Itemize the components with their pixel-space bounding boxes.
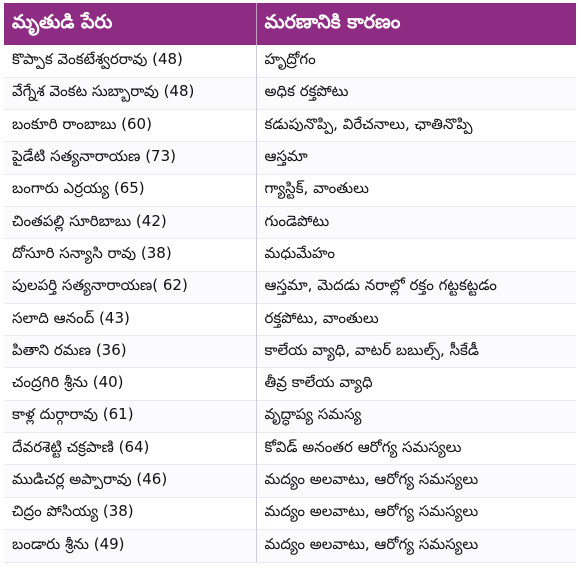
cause-of-death-cell: రక్తపోటు, వాంతులు bbox=[256, 303, 576, 335]
table-row bbox=[4, 206, 576, 238]
deceased-name-cell: బంగారు ఎర్రయ్య (65) bbox=[4, 174, 256, 206]
table-row bbox=[4, 303, 576, 335]
header-deceased-name: మృతుడి పేరు bbox=[12, 10, 113, 33]
deceased-name-cell: బండారు శ్రీను (49) bbox=[4, 529, 256, 561]
deceased-name-cell: కొప్పాక వెంకటేశ్వరరావు (48) bbox=[4, 45, 256, 77]
cause-of-death-cell: తీవ్ర కాలేయ వ్యాధి bbox=[256, 368, 576, 400]
table-row bbox=[4, 239, 576, 271]
deceased-name-cell: పులపర్తి సత్యనారాయణ( 62) bbox=[4, 271, 256, 303]
deceased-name-cell: బంకూరి రాంబాబు (60) bbox=[4, 110, 256, 142]
cause-of-death-cell: ఆస్తమా, మెదడు నరాల్లో రక్తం గట్టకట్టడం bbox=[256, 271, 576, 303]
cause-of-death-cell: కాలేయ వ్యాధి, వాటర్ బబుల్స్, సీకేడీ bbox=[256, 336, 576, 368]
deaths-table bbox=[4, 3, 576, 562]
table-row bbox=[4, 45, 576, 77]
header-cause-of-death: మరణానికి కారణం bbox=[256, 3, 576, 45]
cause-of-death-cell: గ్యాస్టిక్, వాంతులు bbox=[256, 174, 576, 206]
cause-of-death-cell: మద్యం అలవాటు, ఆరోగ్య సమస్యలు bbox=[256, 497, 576, 529]
table-row bbox=[4, 433, 576, 465]
table-row bbox=[4, 271, 576, 303]
table-row bbox=[4, 77, 576, 109]
cause-of-death-cell: మధుమేహం bbox=[256, 239, 576, 271]
deceased-name-cell: సలాది ఆనంద్ (43) bbox=[4, 303, 256, 335]
cause-of-death-cell: అధిక రక్తపోటు bbox=[256, 77, 576, 109]
deceased-name-cell: పితాని రమణ (36) bbox=[4, 336, 256, 368]
deceased-name-cell: చిద్రం పోసియ్య (38) bbox=[4, 497, 256, 529]
table-row bbox=[4, 400, 576, 432]
table-row bbox=[4, 465, 576, 497]
table-row bbox=[4, 336, 576, 368]
cause-of-death-cell: కోవిడ్ అనంతర ఆరోగ్య సమస్యలు bbox=[256, 433, 576, 465]
table-row bbox=[4, 368, 576, 400]
deceased-name-cell: వేగ్నేశ వెంకట సుబ్బారావు (48) bbox=[4, 77, 256, 109]
deceased-name-cell: పైడేటి సత్యనారాయణ (73) bbox=[4, 142, 256, 174]
table-body bbox=[4, 45, 576, 562]
cause-of-death-cell: గుండెపోటు bbox=[256, 206, 576, 238]
header-row bbox=[4, 3, 576, 45]
deceased-name-cell: ముడిచర్ల అప్పారావు (46) bbox=[4, 465, 256, 497]
deceased-name-cell: చంద్రగిరి శ్రీను (40) bbox=[4, 368, 256, 400]
cause-of-death-cell: వృద్ధాప్య సమస్య bbox=[256, 400, 576, 432]
deceased-name-cell: దేవరశెట్టి చక్రపాణి (64) bbox=[4, 433, 256, 465]
cause-of-death-cell: మద్యం అలవాటు, ఆరోగ్య సమస్యలు bbox=[256, 529, 576, 561]
deceased-name-cell: దోసూరి సన్యాసి రావు (38) bbox=[4, 239, 256, 271]
table-row bbox=[4, 110, 576, 142]
table-row bbox=[4, 174, 576, 206]
cause-of-death-cell: మద్యం అలవాటు, ఆరోగ్య సమస్యలు bbox=[256, 465, 576, 497]
cause-of-death-cell: ఆస్తమా bbox=[256, 142, 576, 174]
table-row bbox=[4, 497, 576, 529]
table-row bbox=[4, 142, 576, 174]
cause-of-death-cell: కడుపునొప్పి, విరేచనాలు, ఛాతినొప్పి bbox=[256, 110, 576, 142]
deceased-name-cell: కాళ్ల దుర్గారావు (61) bbox=[4, 400, 256, 432]
deceased-name-cell: చింతపల్లి సూరిబాబు (42) bbox=[4, 206, 256, 238]
table-header bbox=[4, 3, 576, 45]
table-row bbox=[4, 529, 576, 561]
cause-of-death-cell: హృద్రోగం bbox=[256, 45, 576, 77]
